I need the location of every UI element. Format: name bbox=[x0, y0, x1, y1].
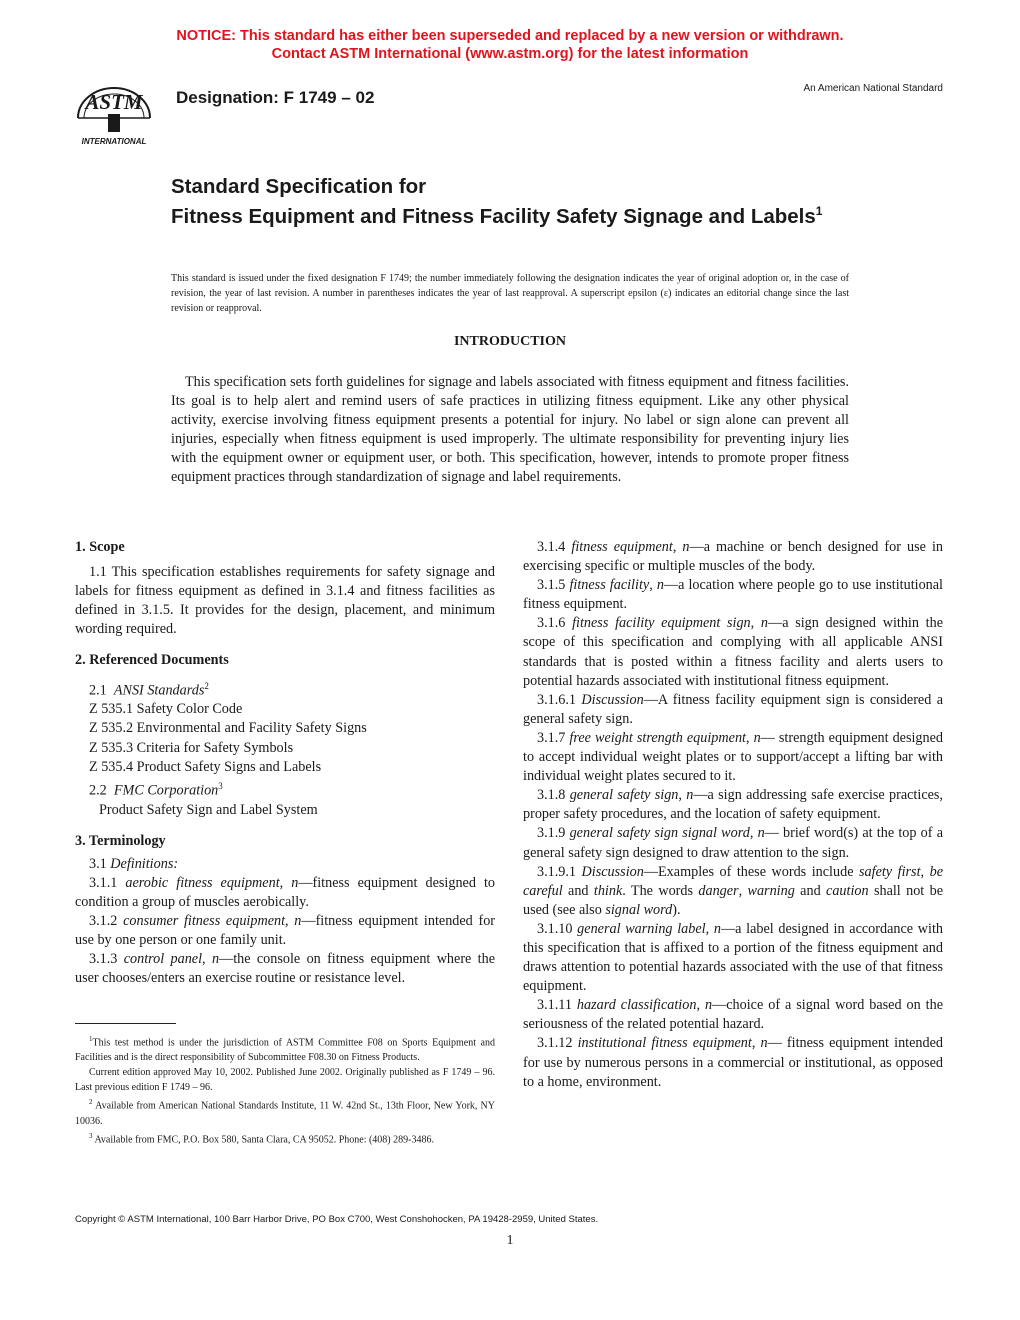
term-3-1-9: 3.1.9 general safety sign signal word, n— brief word(s) at the top of a general safety sign designed to draw attention to the sign. bbox=[523, 825, 943, 861]
title-text: Fitness Equipment and Fitness Facility Safety Signage and Labels bbox=[171, 204, 816, 228]
introduction-paragraph: This specification sets forth guidelines for signage and labels associated with fitness equipment and fitness facilities. Its goal is to help alert and remind users of safe practices in utilizing fitness equipment. Like any other physical activity, exercise involving fitness equipment presents a potential for injury. No label or sign alone can prevent all injuries, especially when fitness equipment is used improperly. The ultimate responsibility for preventing injury lies with the equipment owner or equipment user, or both. This specification, however, intends to promote proper fitness equipment practices through standardization of signage and label requirements. bbox=[171, 374, 849, 486]
american-national-standard: An American National Standard bbox=[803, 83, 943, 94]
document-title bbox=[171, 175, 871, 229]
notice-line-2: Contact ASTM International (www.astm.org) for the latest information bbox=[271, 46, 749, 62]
ref-item: Z 535.3 Criteria for Safety Symbols bbox=[89, 739, 294, 756]
definitions-label: 3.1 Definitions: bbox=[89, 855, 179, 872]
section-heading-scope: 1. Scope bbox=[75, 539, 125, 555]
term-3-1-3: 3.1.3 control panel, n—the console on fitness equipment where the user chooses/enters an exercise routine or resistance level. bbox=[75, 951, 496, 987]
term-3-1-4: 3.1.4 fitness equipment, n—a machine or bench designed for use in exercising specific or multiple muscles of the body. bbox=[523, 539, 943, 575]
logo-subtext: INTERNATIONAL bbox=[81, 137, 147, 146]
introduction-body bbox=[171, 373, 849, 488]
right-column bbox=[523, 538, 943, 1092]
term-3-1-11: 3.1.11 hazard classification, n—choice of a signal word based on the seriousness of the related potential hazard. bbox=[523, 997, 944, 1033]
term-3-1-12: 3.1.12 institutional fitness equipment, n— fitness equipment intended for use by numerous persons in a commercial or institutional, as opposed to a home, environment. bbox=[523, 1035, 943, 1090]
term-3-1-6-1: 3.1.6.1 Discussion—A fitness facility equipment sign is considered a general safety sign. bbox=[523, 691, 944, 727]
ref-item: Z 535.1 Safety Color Code bbox=[89, 701, 243, 718]
ref-2-1: 2.1 ANSI Standards$^2$ bbox=[89, 680, 209, 699]
title-line-2 bbox=[171, 199, 871, 229]
footnote-1-edition: Current edition approved May 10, 2002. Published June 2002. Originally published as F 1749 – 96. Last previous edition F 1749 – 96. bbox=[75, 1067, 495, 1094]
ref-item: Z 535.4 Product Safety Signs and Labels bbox=[89, 758, 322, 775]
withdrawal-notice bbox=[0, 27, 1020, 63]
issued-note: This standard is issued under the fixed designation F 1749; the number immediately following the designation indicates the year of original adoption or, in the case of revision, the year of last revision. A number in parentheses indicates the year of last reapproval. A superscript epsilon (ε) indicates an editorial change since the last revision or reapproval. bbox=[171, 273, 849, 314]
term-3-1-7: 3.1.7 free weight strength equipment, n— strength equipment designed to accept individual weight plates or to support/accept a lifting bar with individual weight plates secured to it. bbox=[523, 729, 944, 785]
footnotes bbox=[75, 1032, 495, 1147]
footnote-1: $^1$This test method is under the jurisdiction of ASTM Committee F08 on Sports Equipment and Facilities and is the direct responsibility of Subcommittee F08.30 on Fitness Products. bbox=[75, 1035, 495, 1064]
term-3-1-1: 3.1.1 aerobic fitness equipment, n—fitness equipment designed to condition a group of muscles aerobically. bbox=[75, 874, 495, 910]
term-3-1-8: 3.1.8 general safety sign, n—a sign addressing safe exercise practices, proper safety procedures, and the location of safety equipment. bbox=[523, 787, 943, 823]
section-heading-terminology: 3. Terminology bbox=[75, 832, 166, 849]
term-3-1-10: 3.1.10 general warning label, n—a label designed in accordance with this specification that is affixed to a portion of the fitness equipment and draws attention to potential hazards associated with the use of that fitness equipment. bbox=[523, 920, 943, 995]
page-number: 1 bbox=[506, 1233, 514, 1248]
term-3-1-9-1: 3.1.9.1 Discussion—Examples of these words include safety first, be careful and think. The words danger, warning and caution shall not be used (see also signal word). bbox=[523, 863, 943, 918]
copyright: Copyright © ASTM International, 100 Barr Harbor Drive, PO Box C700, West Conshohocken, PA 19428-2959, United States. bbox=[75, 1214, 599, 1225]
paragraph-1-1: 1.1 This specification establishes requirements for safety signage and labels for fitness equipment as defined in 3.1.4 and fitness facilities as defined in 3.1.5. It provides for the design, placement, and minimum wording required. bbox=[75, 564, 495, 638]
title-line-1: Standard Specification for bbox=[171, 175, 427, 198]
ref-item: Product Safety Sign and Label System bbox=[99, 801, 318, 818]
section-heading-referenced: 2. Referenced Documents bbox=[75, 652, 229, 669]
designation: Designation: F 1749 – 02 bbox=[176, 88, 375, 107]
term-3-1-2: 3.1.2 consumer fitness equipment, n—fitness equipment intended for use by one person or one family unit. bbox=[75, 913, 496, 949]
left-column bbox=[75, 538, 495, 988]
term-3-1-5: 3.1.5 fitness facility, n—a location where people go to use institutional fitness equipment. bbox=[523, 577, 944, 613]
title-footnote-mark: 1 bbox=[815, 204, 823, 218]
ref-2-2: 2.2 FMC Corporation$^3$ bbox=[89, 780, 223, 799]
astm-logo-icon bbox=[68, 78, 160, 148]
footnote-divider bbox=[75, 1023, 176, 1024]
footnote-3: $^3$ Available from FMC, P.O. Box 580, Santa Clara, CA 95052. Phone: (408) 289-3486. bbox=[89, 1131, 434, 1145]
notice-line-1: NOTICE: This standard has either been superseded and replaced by a new version or withdrawn. bbox=[176, 28, 844, 44]
ref-item: Z 535.2 Environmental and Facility Safety Signs bbox=[89, 720, 367, 737]
footnote-2: $^2$ Available from American National Standards Institute, 11 W. 42nd St., 13th Floor, New York, NY 10036. bbox=[75, 1098, 495, 1127]
term-3-1-6: 3.1.6 fitness facility equipment sign, n—a sign designed within the scope of this specification and complying with all applicable ANSI standards that is posted within a fitness facility and alerts users to potential hazards associated with institutional fitness equipment. bbox=[523, 615, 944, 689]
introduction-heading: INTRODUCTION bbox=[453, 334, 566, 349]
logo-text: ASTM bbox=[85, 90, 143, 114]
